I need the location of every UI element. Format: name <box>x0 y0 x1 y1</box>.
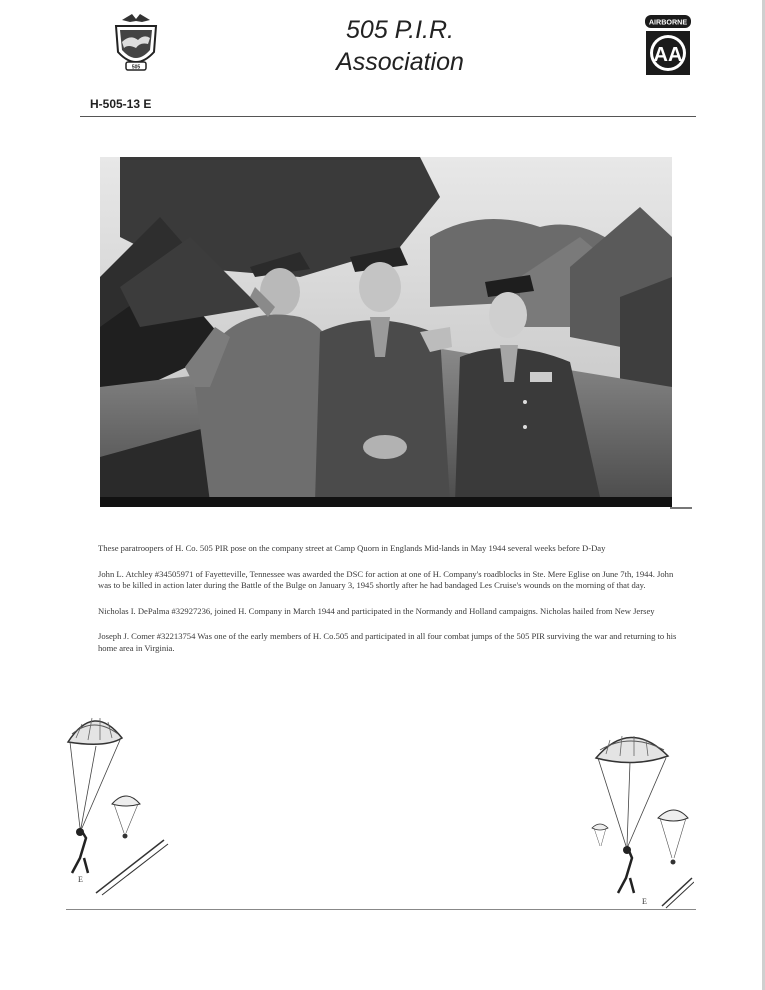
caption-paragraph: John L. Atchley #34505971 of Fayetteville, Tennessee was awarded the DSC for action at one of H. Company's roadblocks in Ste. Mere Eglise on June 7th, 1944. John was to be killed in action later during the Battle of the Bulge on January 3, 1945 shortly after he had bandaged Les Cruise's wounds on the morning of that day. <box>98 568 674 590</box>
page-title <box>300 14 500 78</box>
group-photo-icon <box>100 157 672 507</box>
parachutist-sketch-right-icon <box>584 728 694 910</box>
title-line-2: Association <box>336 48 464 76</box>
505-shield-insignia-icon <box>108 12 164 76</box>
photo-captions <box>98 543 688 668</box>
title-line-1: 505 P.I.R. <box>346 16 454 44</box>
paratroopers-photo <box>100 157 672 507</box>
artist-mark: E <box>642 897 647 906</box>
caption-paragraph: These paratroopers of H. Co. 505 PIR pose on the company street at Camp Quorn in Englands Mid-lands in May 1944 several weeks before D-Day <box>98 543 606 553</box>
parachutist-sketch-left-icon <box>66 708 176 900</box>
airborne-tab-text: AIRBORNE <box>648 17 688 27</box>
airborne-patch-icon <box>644 14 692 78</box>
photo-corner-mark <box>670 507 692 509</box>
caption-paragraph: Nicholas I. DePalma #32927236, joined H. Company in March 1944 and participated in the Normandy and Holland campaigns. Nicholas hailed from New Jersey <box>98 605 655 616</box>
footer-divider <box>66 909 696 910</box>
caption-paragraph: Joseph J. Comer #32213754 Was one of the early members of H. Co.505 and participated in all four combat jumps of the 505 PIR surviving the war and returning to his home area in Virginia. <box>98 631 677 653</box>
airborne-patch-text: AA <box>653 44 683 66</box>
artist-mark: E <box>78 875 83 884</box>
svg-text:505: 505 <box>131 64 141 71</box>
document-id: H-505-13 E <box>90 97 152 111</box>
header-divider <box>80 116 696 117</box>
